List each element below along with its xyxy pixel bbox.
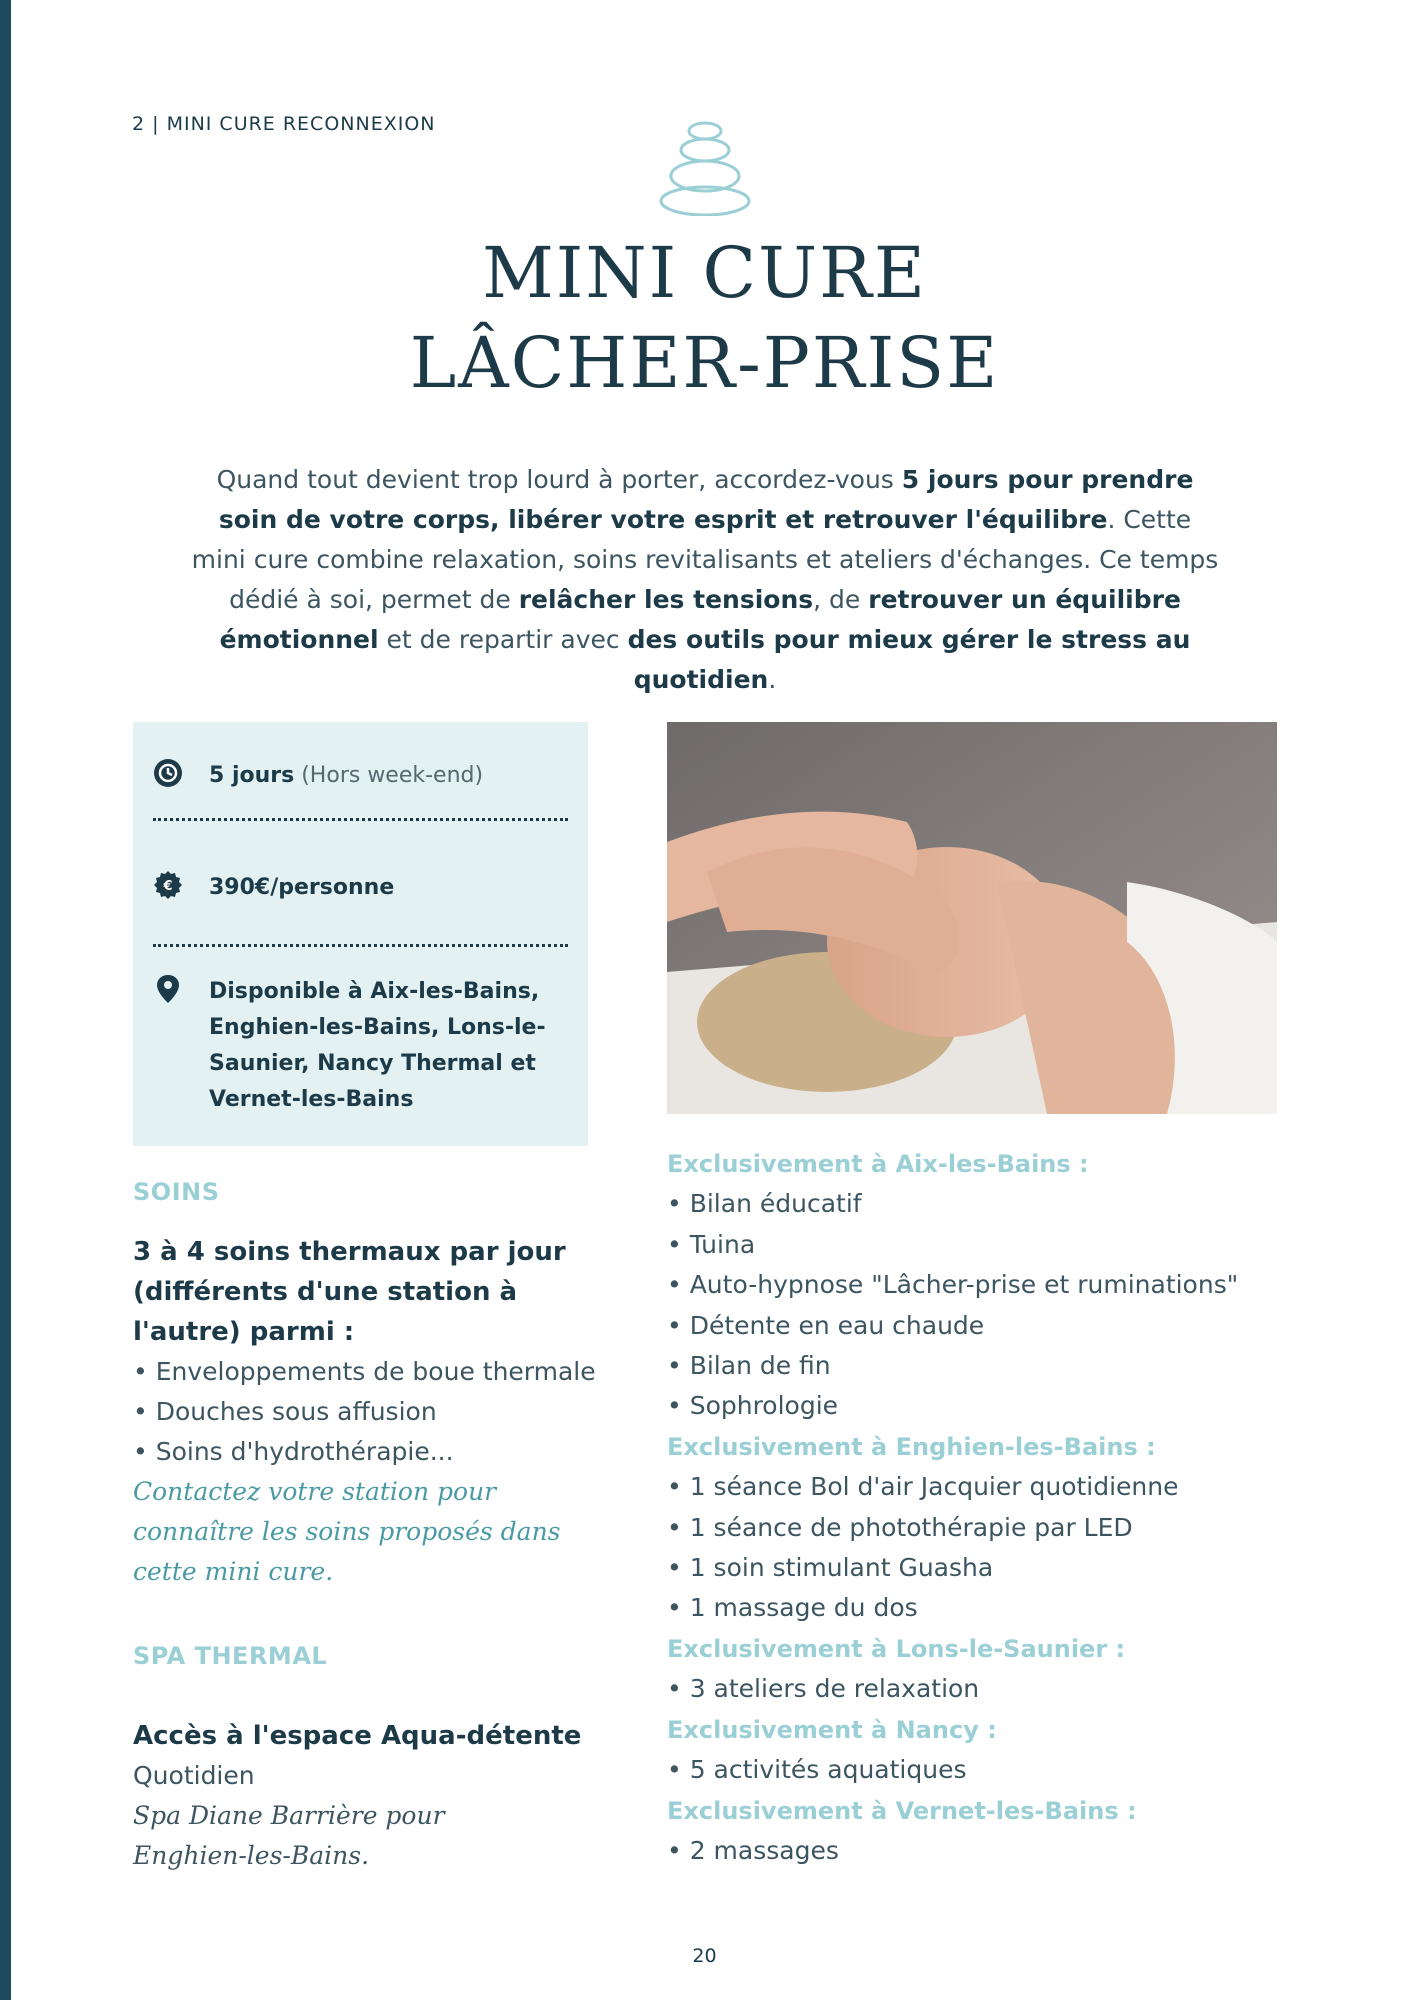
exclusive-list-item: • 1 massage du dos [667, 1588, 1307, 1628]
exclusive-station-heading: Exclusivement à Lons-le-Saunier : [667, 1634, 1126, 1663]
exclusive-list-item: • 2 massages [667, 1831, 1307, 1871]
duration-note: (Hors week-end) [294, 763, 484, 788]
intro-highlight: des outils pour mieux gérer le stress au quotidien [627, 625, 1191, 694]
intro-text: Quand tout devient trop lourd à porter, accordez-vous [216, 465, 902, 494]
clock-icon [153, 758, 183, 788]
exclusive-station-heading: Exclusivement à Aix-les-Bains : [667, 1150, 1089, 1178]
exclusive-list-item: • Détente en eau chaude [667, 1306, 1307, 1346]
spa-heading: Accès à l'espace Aqua-détente [133, 1721, 582, 1751]
euro-badge-icon [153, 870, 183, 900]
exclusive-list-item: • 1 soin stimulant Guasha [667, 1548, 1307, 1588]
intro-paragraph [190, 460, 1220, 700]
intro-text: , de [813, 585, 869, 614]
exclusive-list-item: • Sophrologie [667, 1386, 1307, 1426]
title-line-1: MINI CURE [482, 232, 927, 314]
exclusive-list-item: • Auto-hypnose "Lâcher-prise et ruminations" [667, 1265, 1307, 1305]
info-box [133, 722, 588, 1146]
svg-text:€: € [163, 879, 173, 894]
availability-text: Disponible à Aix-les-Bains, Enghien-les-Bains, Lons-le-Saunier, Nancy Thermal et Vernet-les-Bains [209, 979, 546, 1112]
intro-text: et de repartir avec [378, 625, 628, 654]
soins-list-item: • Enveloppements de boue thermale [133, 1352, 603, 1392]
exclusive-list-item: • Bilan éducatif [667, 1184, 1307, 1224]
exclusive-list-item: • Tuina [667, 1225, 1307, 1265]
intro-text: . [768, 665, 777, 694]
spa-section [133, 1716, 603, 1876]
soins-note: Contactez votre station pour connaître les soins proposés dans cette mini cure. [133, 1477, 561, 1586]
title-line-2: LÂCHER-PRISE [409, 322, 1000, 404]
exclusive-list-item: • 5 activités aquatiques [667, 1750, 1307, 1790]
duration-row [153, 758, 483, 794]
duration-value: 5 jours [209, 763, 295, 788]
spa-label: SPA THERMAL [133, 1642, 328, 1670]
exclusive-list-item: • 1 séance Bol d'air Jacquier quotidienne [667, 1467, 1307, 1507]
location-pin-icon [153, 974, 183, 1004]
soins-list-item: • Soins d'hydrothérapie... [133, 1432, 603, 1472]
price-row [153, 870, 394, 906]
spa-note: Spa Diane Barrière pour Enghien-les-Bains. [133, 1801, 445, 1870]
exclusive-station-heading: Exclusivement à Nancy : [667, 1715, 997, 1744]
page-number: 20 [692, 1945, 717, 1967]
soins-label: SOINS [133, 1178, 220, 1206]
exclusive-list-item: • 1 séance de photothérapie par LED [667, 1508, 1307, 1548]
availability-row [153, 974, 549, 1118]
price-value: 390€/personne [209, 875, 395, 900]
soins-list [133, 1352, 603, 1472]
intro-text: . Cette mini cure combine relaxation, soins revitalisants et ateliers d'échanges. Ce temps dédié à soi, permet de [191, 505, 1219, 614]
exclusive-station-heading: Exclusivement à Enghien-les-Bains : [667, 1432, 1156, 1461]
page-header: 2 | MINI CURE RECONNEXION [132, 113, 436, 135]
exclusive-station-heading: Exclusivement à Vernet-les-Bains : [667, 1796, 1137, 1825]
stacked-stones-icon [650, 116, 760, 216]
soins-list-item: • Douches sous affusion [133, 1392, 603, 1432]
exclusive-list-item: • 3 ateliers de relaxation [667, 1669, 1307, 1709]
intro-highlight: retrouver un équilibre émotionnel [219, 585, 1181, 654]
intro-highlight: relâcher les tensions [518, 585, 814, 614]
spa-frequency: Quotidien [133, 1761, 255, 1790]
exclusives-list [667, 1144, 1307, 1871]
soins-section [133, 1232, 603, 1592]
exclusive-list-item: • Bilan de fin [667, 1346, 1307, 1386]
intro-highlight: 5 jours pour prendre soin de votre corps, libérer votre esprit et retrouver l'équilibre [218, 465, 1194, 534]
dotted-divider [153, 818, 568, 821]
dotted-divider [153, 944, 568, 947]
massage-photo [667, 722, 1277, 1114]
soins-heading: 3 à 4 soins thermaux par jour (différents d'une station à l'autre) parmi : [133, 1237, 566, 1347]
